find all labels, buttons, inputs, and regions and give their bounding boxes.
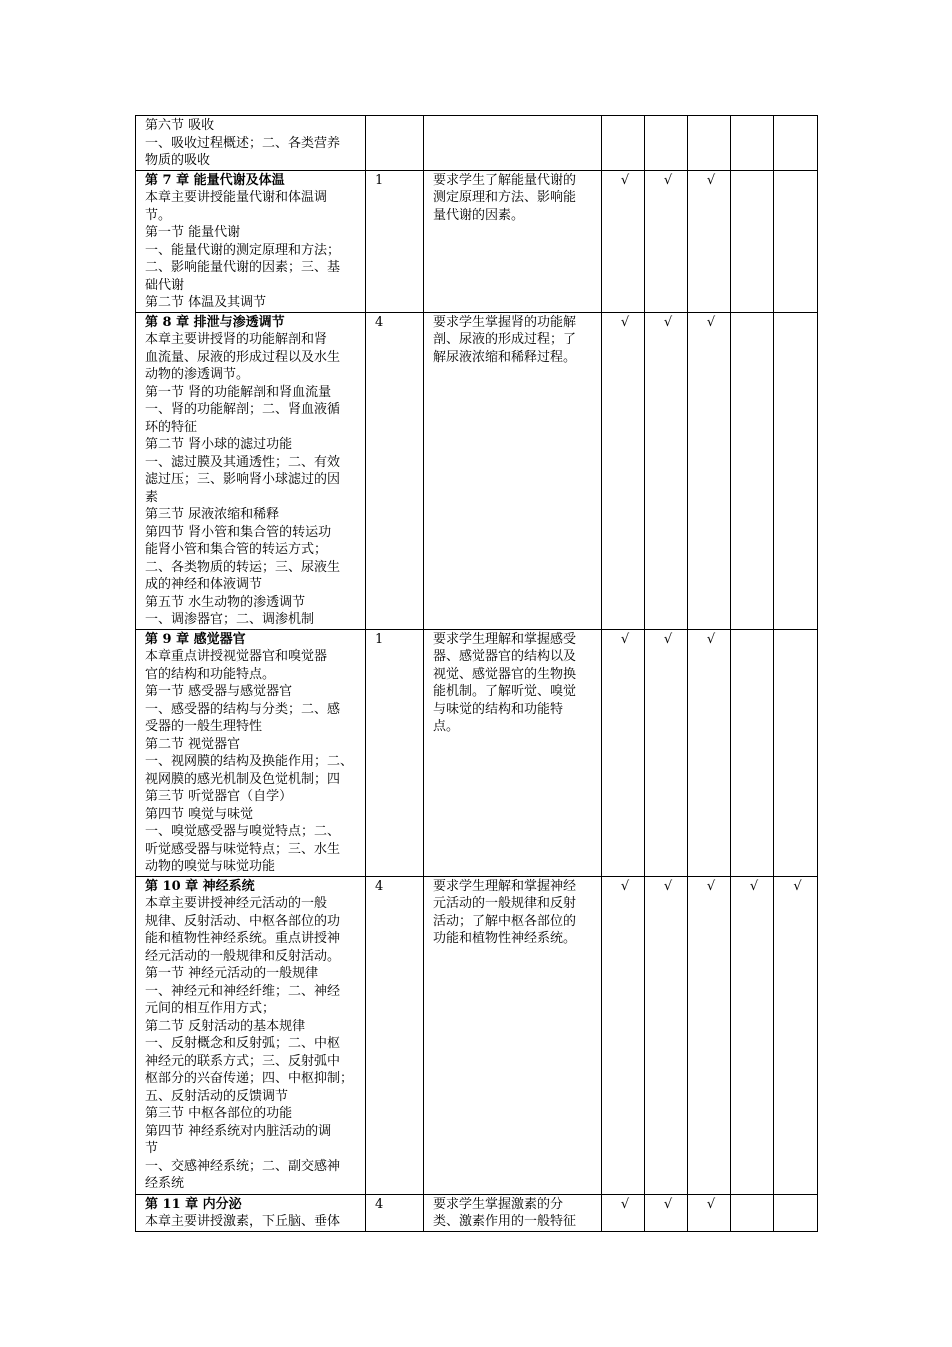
requirement-cell: [424, 629, 602, 876]
content-line: 一、神经元和神经纤维；二、神经: [145, 983, 341, 999]
content-line: 受器的一般生理特性: [145, 719, 263, 734]
content-line: 第六节 吸收: [145, 118, 215, 133]
content-line: 第一节 能量代谢: [145, 225, 241, 240]
content-line: 二、影响能量代谢的因素；三、基: [145, 260, 341, 275]
content-line: 经系统: [145, 1176, 185, 1191]
requirement-line: 功能和植物性神经系统。: [433, 931, 577, 946]
syllabus-table: [135, 115, 818, 1232]
table-row: [136, 312, 818, 629]
requirement-cell: [424, 1194, 602, 1231]
requirement-line: 要求学生掌握肾的功能解: [433, 314, 577, 330]
chapter-title: 第 7 章 能量代谢及体温: [145, 172, 285, 188]
chapter-content-cell: [136, 116, 366, 171]
check-mark-cell: √: [688, 170, 731, 312]
chapter-title: 第 8 章 排泄与渗透调节: [145, 314, 285, 330]
content-line: 节。: [145, 207, 172, 223]
check-mark-cell: √: [688, 312, 731, 629]
content-line: 枢部分的兴奋传递；四、中枢抑制；: [145, 1071, 354, 1086]
chapter-content-cell: [136, 170, 366, 312]
check-mark-cell: [774, 312, 818, 629]
check-mark-cell: √: [688, 629, 731, 876]
check-mark-cell: √: [602, 876, 645, 1194]
requirement-line: 要求学生理解和掌握神经: [433, 878, 577, 894]
check-mark-cell: √: [602, 1194, 645, 1231]
check-mark-cell: √: [645, 629, 688, 876]
hours-cell: 4: [366, 1194, 424, 1231]
check-mark-cell: √: [602, 629, 645, 876]
content-line: 视网膜的感光机制及色觉机制；四: [145, 771, 341, 787]
content-line: 素: [145, 489, 159, 505]
content-line: 第一节 感受器与感觉器官: [145, 684, 293, 699]
content-line: 第四节 嗅觉与味觉: [145, 806, 254, 822]
content-line: 第二节 视觉器官: [145, 736, 241, 752]
content-line: 一、吸收过程概述；二、各类营养: [145, 135, 341, 151]
check-mark-cell: √: [731, 876, 774, 1194]
check-mark-cell: [731, 170, 774, 312]
content-line: 一、视网膜的结构及换能作用；二、: [145, 754, 354, 769]
content-line: 本章主要讲授神经元活动的一般: [145, 896, 328, 911]
check-mark-cell: √: [645, 312, 688, 629]
check-mark-cell: [731, 1194, 774, 1231]
chapter-title: 第 10 章 神经系统: [145, 878, 255, 894]
check-mark-cell: [774, 1194, 818, 1231]
content-line: 一、滤过膜及其通透性；二、有效: [145, 454, 341, 470]
check-mark-cell: [731, 312, 774, 629]
content-line: 第五节 水生动物的渗透调节: [145, 594, 306, 610]
content-line: 一、感受器的结构与分类；二、感: [145, 701, 341, 717]
check-mark-cell: √: [602, 312, 645, 629]
content-line: 一、能量代谢的测定原理和方法；: [145, 242, 341, 258]
content-line: 第三节 尿液浓缩和稀释: [145, 507, 280, 522]
check-mark-cell: [688, 116, 731, 171]
content-line: 第二节 体温及其调节: [145, 295, 267, 310]
content-line: 第一节 肾的功能解剖和肾血流量: [145, 384, 332, 400]
content-line: 官的结构和功能特点。: [145, 666, 276, 682]
content-line: 础代谢: [145, 277, 185, 293]
check-mark-cell: [602, 116, 645, 171]
content-line: 滤过压；三、影响肾小球滤过的因: [145, 472, 341, 487]
requirement-cell: [424, 170, 602, 312]
content-line: 一、调渗器官；二、调渗机制: [145, 612, 315, 627]
content-line: 经元活动的一般规律和反射活动。: [145, 948, 341, 964]
table-row: [136, 170, 818, 312]
hours-cell: 4: [366, 876, 424, 1194]
requirement-line: 要求学生了解能量代谢的: [433, 172, 577, 188]
content-line: 本章主要讲授激素，下丘脑、垂体: [145, 1214, 341, 1229]
hours-cell: 4: [366, 312, 424, 629]
requirement-line: 量代谢的因素。: [433, 207, 525, 223]
requirement-line: 测定原理和方法、影响能: [433, 190, 577, 205]
content-line: 规律、反射活动、中枢各部位的功: [145, 913, 341, 929]
content-line: 节: [145, 1141, 159, 1156]
check-mark-cell: √: [645, 170, 688, 312]
check-mark-cell: [731, 116, 774, 171]
table-row: [136, 116, 818, 171]
chapter-content-cell: [136, 876, 366, 1194]
requirement-line: 解尿液浓缩和稀释过程。: [433, 349, 577, 365]
check-mark-cell: [774, 629, 818, 876]
requirement-line: 视觉、感觉器官的生物换: [433, 666, 577, 682]
content-line: 环的特征: [145, 419, 198, 435]
content-line: 二、各类物质的转运；三、尿液生: [145, 559, 341, 575]
check-mark-cell: [774, 170, 818, 312]
content-line: 听觉感受器与味觉特点；三、水生: [145, 841, 341, 857]
table-body: [136, 116, 818, 1232]
content-line: 第二节 反射活动的基本规律: [145, 1018, 306, 1034]
check-mark-cell: √: [774, 876, 818, 1194]
requirement-line: 点。: [433, 719, 460, 734]
hours-cell: 1: [366, 170, 424, 312]
content-line: 第三节 听觉器官（自学）: [145, 789, 293, 804]
content-line: 成的神经和体液调节: [145, 577, 263, 592]
table-row: [136, 1194, 818, 1231]
table-row: [136, 629, 818, 876]
content-line: 能肾小管和集合管的转运方式；: [145, 542, 328, 557]
content-line: 本章主要讲授肾的功能解剖和肾: [145, 332, 328, 347]
chapter-content-cell: [136, 312, 366, 629]
check-mark-cell: √: [602, 170, 645, 312]
content-line: 五、反射活动的反馈调节: [145, 1088, 289, 1104]
hours-cell: 1: [366, 629, 424, 876]
content-line: 一、肾的功能解剖；二、肾血液循: [145, 402, 341, 417]
requirement-cell: [424, 876, 602, 1194]
check-mark-cell: √: [645, 876, 688, 1194]
content-line: 物质的吸收: [145, 153, 211, 168]
content-line: 血流量、尿液的形成过程以及水生: [145, 349, 341, 365]
chapter-title: 第 9 章 感觉器官: [145, 631, 246, 647]
chapter-content-cell: [136, 629, 366, 876]
chapter-content-cell: [136, 1194, 366, 1231]
check-mark-cell: [774, 116, 818, 171]
content-line: 本章重点讲授视觉器官和嗅觉器: [145, 649, 328, 664]
requirement-cell: [424, 116, 602, 171]
hours-cell: [366, 116, 424, 171]
check-mark-cell: √: [688, 1194, 731, 1231]
content-line: 第四节 肾小管和集合管的转运功: [145, 524, 332, 540]
check-mark-cell: √: [645, 1194, 688, 1231]
requirement-line: 要求学生理解和掌握感受: [433, 631, 577, 647]
requirement-line: 剖、尿液的形成过程；了: [433, 332, 577, 347]
table-row: [136, 876, 818, 1194]
requirement-line: 类、激素作用的一般特征: [433, 1214, 577, 1229]
content-line: 第二节 肾小球的滤过功能: [145, 437, 293, 452]
content-line: 一、嗅觉感受器与嗅觉特点；二、: [145, 824, 341, 839]
content-line: 一、反射概念和反射弧；二、中枢: [145, 1036, 341, 1051]
content-line: 第一节 神经元活动的一般规律: [145, 966, 319, 981]
requirement-line: 活动；了解中枢各部位的: [433, 913, 577, 929]
content-line: 动物的渗透调节。: [145, 367, 250, 382]
chapter-title: 第 11 章 内分泌: [145, 1196, 242, 1212]
check-mark-cell: [731, 629, 774, 876]
requirement-line: 能机制。了解听觉、嗅觉: [433, 684, 577, 699]
content-line: 能和植物性神经系统。重点讲授神: [145, 931, 341, 946]
content-line: 元间的相互作用方式；: [145, 1001, 276, 1016]
requirement-cell: [424, 312, 602, 629]
content-line: 第三节 中枢各部位的功能: [145, 1106, 293, 1121]
requirement-line: 器、感觉器官的结构以及: [433, 649, 577, 664]
check-mark-cell: [645, 116, 688, 171]
content-line: 动物的嗅觉与味觉功能: [145, 859, 276, 874]
requirement-line: 要求学生掌握激素的分: [433, 1196, 564, 1212]
content-line: 一、交感神经系统；二、副交感神: [145, 1158, 341, 1174]
content-line: 本章主要讲授能量代谢和体温调: [145, 190, 328, 205]
requirement-line: 与味觉的结构和功能特: [433, 701, 564, 717]
content-line: 第四节 神经系统对内脏活动的调: [145, 1123, 332, 1139]
check-mark-cell: √: [688, 876, 731, 1194]
content-line: 神经元的联系方式；三、反射弧中: [145, 1053, 341, 1069]
requirement-line: 元活动的一般规律和反射: [433, 896, 577, 911]
